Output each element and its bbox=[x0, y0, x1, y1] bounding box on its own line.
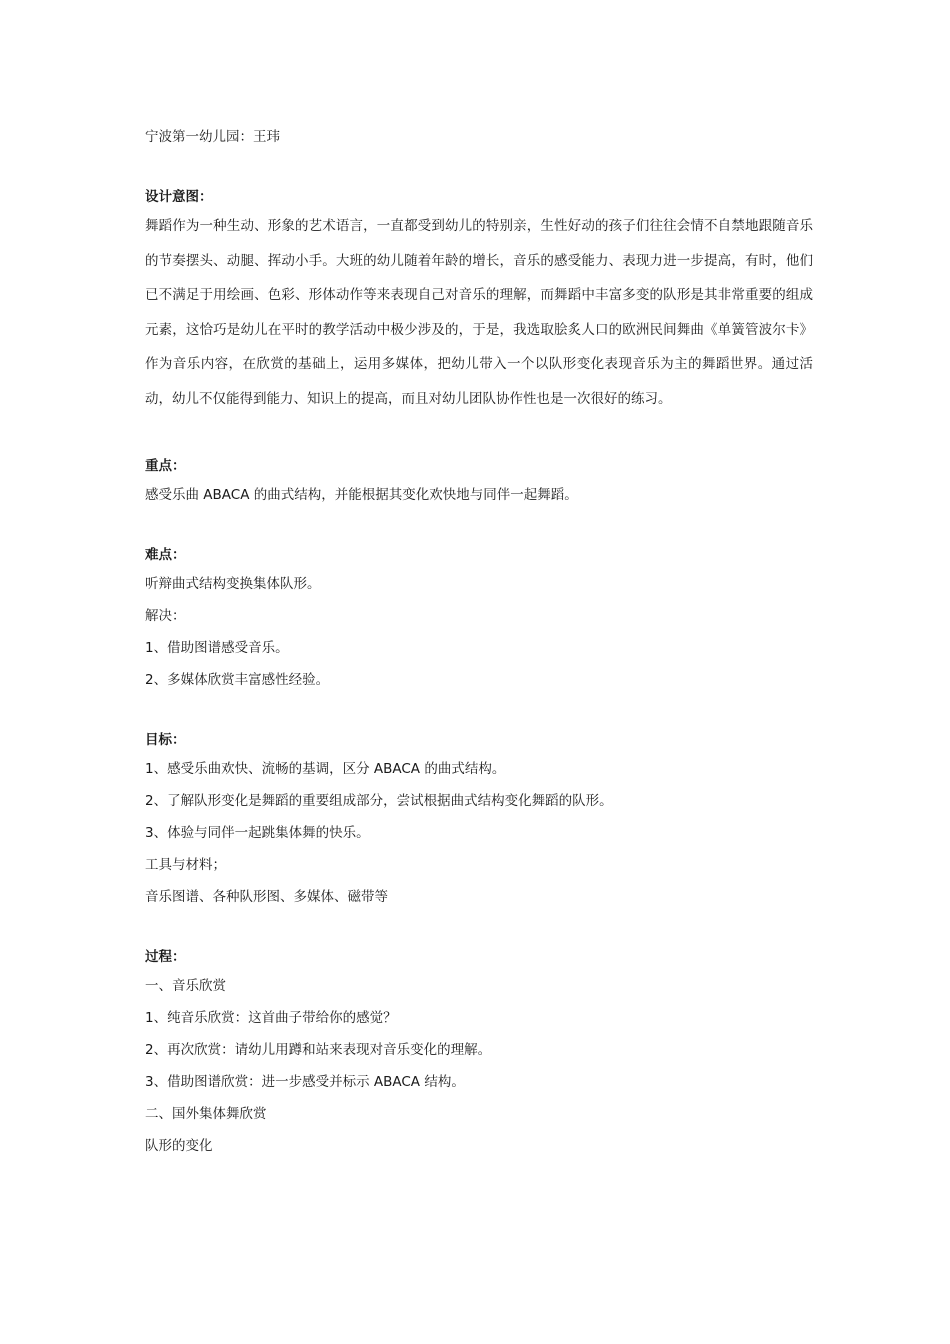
materials-text: 音乐图谱、各种队形图、多媒体、磁带等 bbox=[145, 889, 388, 905]
materials-label: 工具与材料； bbox=[145, 857, 226, 873]
goal-item: 3、体验与同伴一起跳集体舞的快乐。 bbox=[145, 825, 370, 841]
design-intent-heading: 设计意图： bbox=[145, 189, 213, 205]
key-point-text: 感受乐曲 ABACA 的曲式结构，并能根据其变化欢快地与同伴一起舞蹈。 bbox=[145, 487, 578, 503]
process-item: 3、借助图谱欣赏：进一步感受并标示 ABACA 结构。 bbox=[145, 1074, 465, 1090]
process-part2-subtitle: 队形的变化 bbox=[145, 1138, 213, 1154]
process-heading: 过程： bbox=[145, 949, 186, 965]
design-intent-paragraph: 舞蹈作为一种生动、形象的艺术语言，一直都受到幼儿的特别亲，生性好动的孩子们往往会情不自禁地跟随音乐的节奏摆头、动腿、挥动小手。大班的幼儿随着年龄的增长，音乐的感受能力、表现力进一步提高，有时，他们已不满足于用绘画、色彩、形体动作等来表现自己对音乐的理解，而舞蹈中丰富多变的队形是其非常重要的组成元素，这恰巧是幼儿在平时的教学活动中极少涉及的，于是，我选取脍炙人口的欧洲民间舞曲《单簧管波尔卡》作为音乐内容，在欣赏的基础上，运用多媒体，把幼儿带入一个以队形变化表现音乐为主的舞蹈世界。通过活动，幼儿不仅能得到能力、知识上的提高，而且对幼儿团队协作性也是一次很好的练习。 bbox=[145, 218, 813, 407]
author-line: 宁波第一幼儿园：王玮 bbox=[145, 129, 280, 145]
goals-heading: 目标： bbox=[145, 732, 186, 748]
process-part2-title: 二、国外集体舞欣赏 bbox=[145, 1106, 267, 1122]
process-item: 2、再次欣赏：请幼儿用蹲和站来表现对音乐变化的理解。 bbox=[145, 1042, 492, 1058]
document-page bbox=[145, 127, 813, 1168]
solution-item: 1、借助图谱感受音乐。 bbox=[145, 640, 289, 656]
solution-label: 解决： bbox=[145, 608, 186, 624]
difficulty-heading: 难点： bbox=[145, 547, 186, 563]
difficulty-text: 听辩曲式结构变换集体队形。 bbox=[145, 576, 321, 592]
process-part1-title: 一、音乐欣赏 bbox=[145, 978, 226, 994]
process-item: 1、纯音乐欣赏：这首曲子带给你的感觉？ bbox=[145, 1010, 397, 1026]
solution-item: 2、多媒体欣赏丰富感性经验。 bbox=[145, 672, 330, 688]
goal-item: 1、感受乐曲欢快、流畅的基调，区分 ABACA 的曲式结构。 bbox=[145, 761, 506, 777]
key-point-heading: 重点： bbox=[145, 458, 186, 474]
goal-item: 2、了解队形变化是舞蹈的重要组成部分，尝试根据曲式结构变化舞蹈的队形。 bbox=[145, 793, 613, 809]
